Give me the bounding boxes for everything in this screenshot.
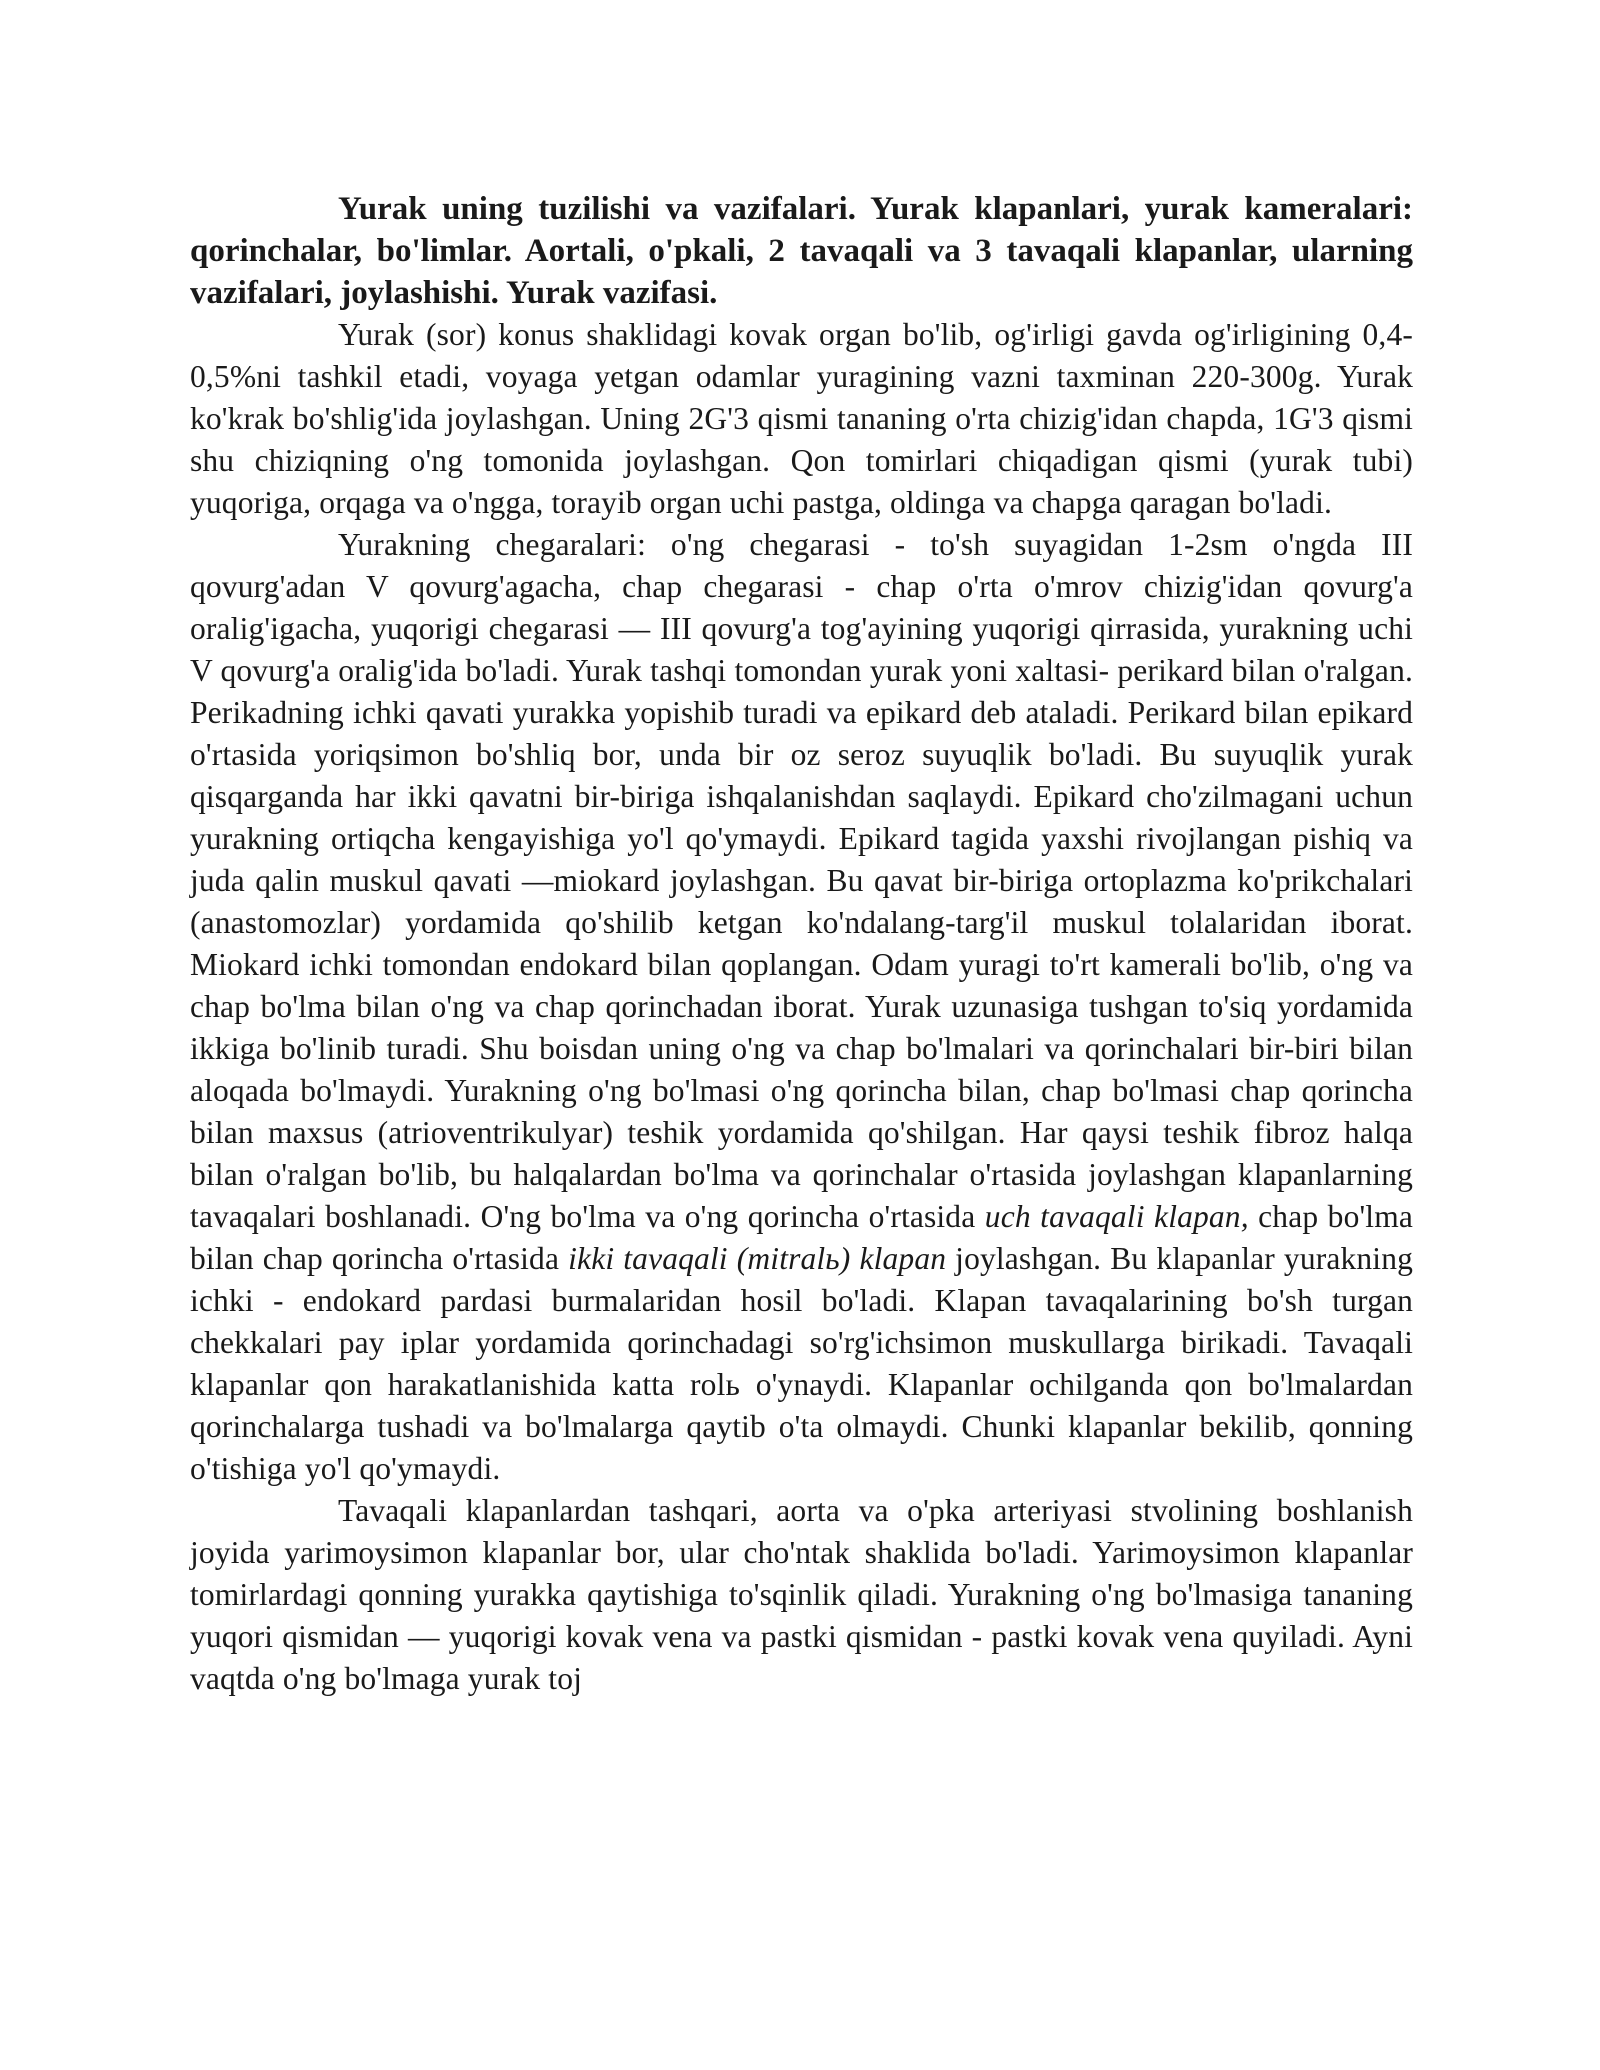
paragraph-semilunar-valves: Tavaqali klapanlardan tashqari, aorta va o'pka arteriyasi stvolining boshlanish joyida yarimoysimon klapanlar bor, ular cho'ntak shaklida bo'ladi. Yarimoysimon klapanlar tomirlardagi qonning yurakka qaytishiga to'sqinlik qiladi. Yurakning o'ng bo'lmasiga tananing yuqori qismidan — yuqorigi kovak vena va pastki qismidan - pastki kovak vena quyiladi. Ayni vaqtda o'ng bo'lmaga yurak toj bbox=[190, 1493, 1413, 1696]
italic-term-mitral-valve: ikki tavaqali (mitralь) klapan bbox=[568, 1241, 947, 1276]
paragraph-heart-description: Yurak (sor) konus shaklidagi kovak organ bo'lib, og'irligi gavda og'irligining 0,4-0,5%ni tashkil etadi, voyaga yetgan odamlar yuragining vazni taxminan 220-300g. Yurak ko'krak bo'shlig'ida joylashgan. Uning 2G'3 qismi tananing o'rta chizig'idan chapda, 1G'3 qismi shu chiziqning o'ng tomonida joylashgan. Qon tomirlari chiqadigan qismi (yurak tubi) yuqoriga, orqaga va o'ngga, torayib organ uchi pastga, oldinga va chapga qaragan bo'ladi. bbox=[190, 317, 1413, 520]
document-body bbox=[190, 188, 1413, 1700]
paragraph-text-part: joylashgan. Bu klapanlar yurakning ichki - endokard pardasi burmalaridan hosil bo'ladi. Klapan tavaqalarining bo'sh turgan chekkalari pay iplar yordamida qorinchadagi so'rg'ichsimon muskullarga birikadi. Tavaqali klapanlar qon harakatlanishida katta rolь o'ynaydi. Klapanlar ochilganda qon bo'lmalardan qorinchalarga tushadi va bo'lmalarga qaytib o'ta olmaydi. Chunki klapanlar bekilib, qonning o'tishiga yo'l qo'ymaydi. bbox=[190, 1241, 1413, 1486]
paragraph-heart-borders-and-valves bbox=[190, 524, 1413, 1490]
document-heading: Yurak uning tuzilishi va vazifalari. Yurak klapanlari, yurak kameralari: qorinchalar, bo'limlar. Aortali, o'pkali, 2 tavaqali va 3 tavaqali klapanlar, ularning vazifalari, joylashishi. Yurak vazifasi. bbox=[190, 191, 1413, 311]
paragraph-text-part: chap bo'lma bilan chap qorincha o'rtasida bbox=[190, 1199, 1413, 1276]
paragraph-text-part: Yurakning chegaralari: o'ng chegarasi - to'sh suyagidan 1-2sm o'ngda III qovurg'adan V qovurg'agacha, chap chegarasi - chap o'rta o'mrov chizig'idan qovurg'a oralig'igacha, yuqorigi chegarasi — III qovurg'a tog'ayining yuqorigi qirrasida, yurakning uchi V qovurg'a oralig'ida bo'ladi. Yurak tashqi tomondan yurak yoni xaltasi- perikard bilan o'ralgan. Perikadning ichki qavati yurakka yopishib turadi va epikard deb ataladi. Perikard bilan epikard o'rtasida yoriqsimon bo'shliq bor, unda bir oz seroz suyuqlik bo'ladi. Bu suyuqlik yurak qisqarganda har ikki qavatni bir-biriga ishqalanishdan saqlaydi. Epikard cho'zilmagani uchun yurakning ortiqcha kengayishiga yo'l qo'ymaydi. Epikard tagida yaxshi rivojlangan pishiq va juda qalin muskul qavati —miokard joylashgan. Bu qavat bir-biriga ortoplazma ko'prikchalari (anastomozlar) yordamida qo'shilib ketgan ko'ndalang-targ'il muskul tolalaridan iborat. Miokard ichki tomondan endokard bilan qoplangan. Odam yuragi to'rt kamerali bo'lib, o'ng va chap bo'lma bilan o'ng va chap qorinchadan iborat. Yurak uzunasiga tushgan to'siq yordamida ikkiga bo'linib turadi. Shu boisdan uning o'ng va chap bo'lmalari va qorinchalari bir-biri bilan aloqada bo'lmaydi. Yurakning o'ng bo'lmasi o'ng qorincha bilan, chap bo'lmasi chap qorincha bilan maxsus (atrioventrikulyar) teshik yordamida qo'shilgan. Har qaysi teshik fibroz halqa bilan o'ralgan bo'lib, bu halqalardan bo'lma va qorinchalar o'rtasida joylashgan klapanlarning tavaqalari boshlanadi. O'ng bo'lma va o'ng qorincha o'rtasida bbox=[190, 527, 1413, 1234]
italic-term-tricuspid-valve: uch tavaqali klapan, bbox=[984, 1199, 1249, 1234]
